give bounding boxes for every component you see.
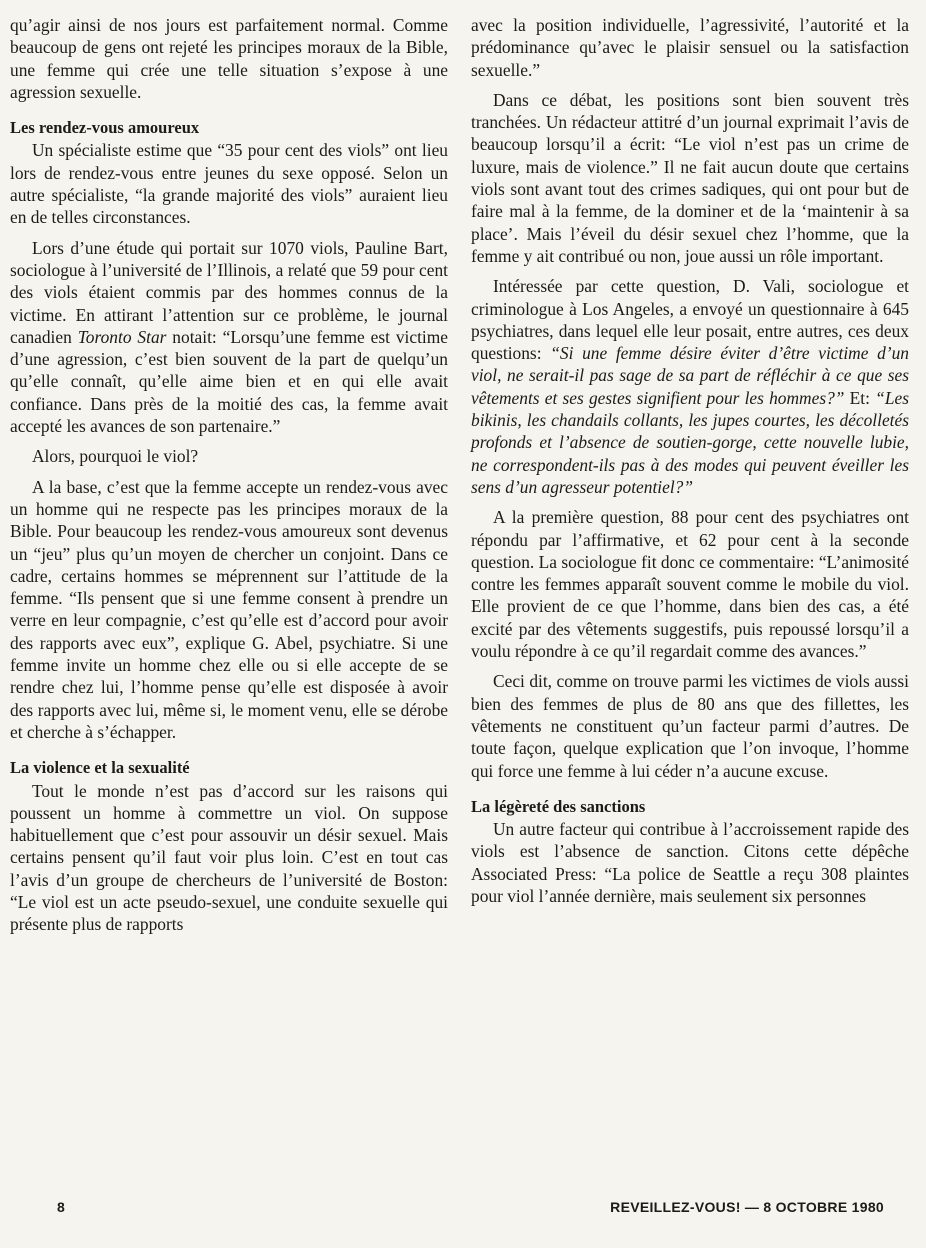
paragraph: A la première question, 88 pour cent des psychiatres ont répondu par l’affirmative, et 62 pour cent à la seconde question. La sociologue fit donc ce commentaire: “L’animosité contre les femmes apparaît souvent comme le mobile du viol. Elle provient de ce que l’homme, dans bien des cas, a été excité par des vêtements suggestifs, puis repoussé lorsqu’il a voulu répondre à ce qu’il regardait comme des avances.” xyxy=(471,507,909,662)
page-number: 8 xyxy=(57,1199,65,1215)
section-heading-violence: La violence et la sexualité xyxy=(10,758,190,778)
paragraph: Ceci dit, comme on trouve parmi les victimes de viols aussi bien des femmes de plus de 80 ans que des fillettes, les vêtements ne constituent qu’un facteur parmi d’autres. De toute façon, quelque explication que l’on invoque, l’homme qui force une femme à lui céder n’a aucune excuse. xyxy=(471,671,909,781)
paragraph-continuation: avec la position individuelle, l’agressivité, l’autorité et la prédominance qu’avec le plaisir sensuel ou la satisfaction sexuelle.” xyxy=(471,15,909,80)
paragraph: Alors, pourquoi le viol? xyxy=(32,446,199,467)
newspaper-title: Toronto Star xyxy=(77,326,167,347)
paragraph-text: Intéressée par cette question, D. Vali, sociologue et criminologue à Los Angeles, a envoyé un questionnaire à 645 psychiatres, dans lequel elle leur posait, entre autres, ces deux questions: xyxy=(471,276,909,364)
quoted-question-2: “Les bikinis, les chandails collants, les jupes courtes, les décolletés profonds et l’absence de soutien-gorge, cette nouvelle lubie, ne correspondent-ils pas à des modes qui peuvent éveiller les sens d’un agresseur potentiel?” xyxy=(471,387,909,497)
left-column xyxy=(10,14,448,944)
section-heading-sanctions: La légèreté des sanctions xyxy=(471,796,646,816)
paragraph: Dans ce débat, les positions sont bien souvent très tranchées. Un rédacteur attitré d’un journal exprimait l’avis de beaucoup lorsqu’il a écrit: “Le viol n’est pas un crime de luxure, mais de violence.” Il ne fait aucun doute que certains viols sont avant tout des crimes sadiques, qui ont pour but de faire mal à la femme, de la dominer et de la ‘maintenir à sa place’. Mais l’éveil du désir sexuel chez l’homme, que la femme y ait contribué ou non, joue aussi un rôle important. xyxy=(471,89,909,266)
section-heading-rendez-vous: Les rendez-vous amoureux xyxy=(10,118,200,138)
paragraph-text: notait: “Lorsqu’une femme est victime d’une agression, c’est bien souvent de la part de quelqu’un qu’elle connaît, qu’elle aime bien et en qui elle avait confiance. Dans près de la moitié des cas, la femme avait accepté les avances de son partenaire.” xyxy=(10,326,448,437)
paragraph: A la base, c’est que la femme accepte un rendez-vous avec un homme qui ne respecte pas les principes moraux de la Bible. Pour beaucoup les rendez-vous amoureux sont devenus un “jeu” plus qu’un moyen de chercher un conjoint. Dans ce cadre, certains hommes se méprennent sur l’attitude de la femme. “Ils pensent que si une femme consent à prendre un verre en leur compagnie, c’est qu’elle est d’accord pour avoir des rapports avec eux”, explique G. Abel, psychiatre. Si une femme invite un homme chez elle ou si elle accepte de se rendre chez lui, l’homme pense qu’elle est disposée à avoir des rapports avec lui, même si, le moment venu, elle se dérobe et cherche à s’échapper. xyxy=(10,476,448,742)
paragraph: Tout le monde n’est pas d’accord sur les raisons qui poussent un homme à commettre un viol. On suppose habituellement que c’est pour assouvir un désir sexuel. Mais certains pensent qu’il faut voir plus loin. C’est en tout cas l’avis d’un groupe de chercheurs de l’université de Boston: “Le viol est un acte pseudo-sexuel, une conduite sexuelle qui présente plus de rapports xyxy=(10,780,448,935)
right-column xyxy=(471,14,909,915)
paragraph: Un autre facteur qui contribue à l’accroissement rapide des viols est l’absence de sanction. Citons cette dépêche Associated Press: “La police de Seattle a reçu 308 plaintes pour viol l’année dernière, mais seulement six personnes xyxy=(471,819,909,906)
paragraph xyxy=(10,237,448,438)
paragraph-continuation: qu’agir ainsi de nos jours est parfaitement normal. Comme beaucoup de gens ont rejeté les principes moraux de la Bible, une femme qui crée une telle situation s’expose à une agression sexuelle. xyxy=(10,15,448,102)
quoted-question-1: “Si une femme désire éviter d’être victime d’un viol, ne serait-il pas sage de sa part de réfléchir à ce que ses vêtements et ses gestes signifient pour les hommes?” xyxy=(471,343,909,408)
running-footer-title: REVEILLEZ-VOUS! — 8 OCTOBRE 1980 xyxy=(610,1199,884,1215)
paragraph xyxy=(471,275,909,498)
paragraph: Un spécialiste estime que “35 pour cent des viols” ont lieu lors de rendez-vous entre jeunes du sexe opposé. Selon un autre spécialiste, “la grande majorité des viols” auraient lieu en de telles circonstances. xyxy=(10,140,448,228)
paragraph-text: Et: xyxy=(844,387,876,408)
paragraph-text: Lors d’une étude qui portait sur 1070 viols, Pauline Bart, sociologue à l’université de l’Illinois, a relaté que 59 pour cent des viols étaient commis par des hommes connus de la victime. En attirant l’attention sur ce problème, le journal canadien xyxy=(10,237,448,347)
